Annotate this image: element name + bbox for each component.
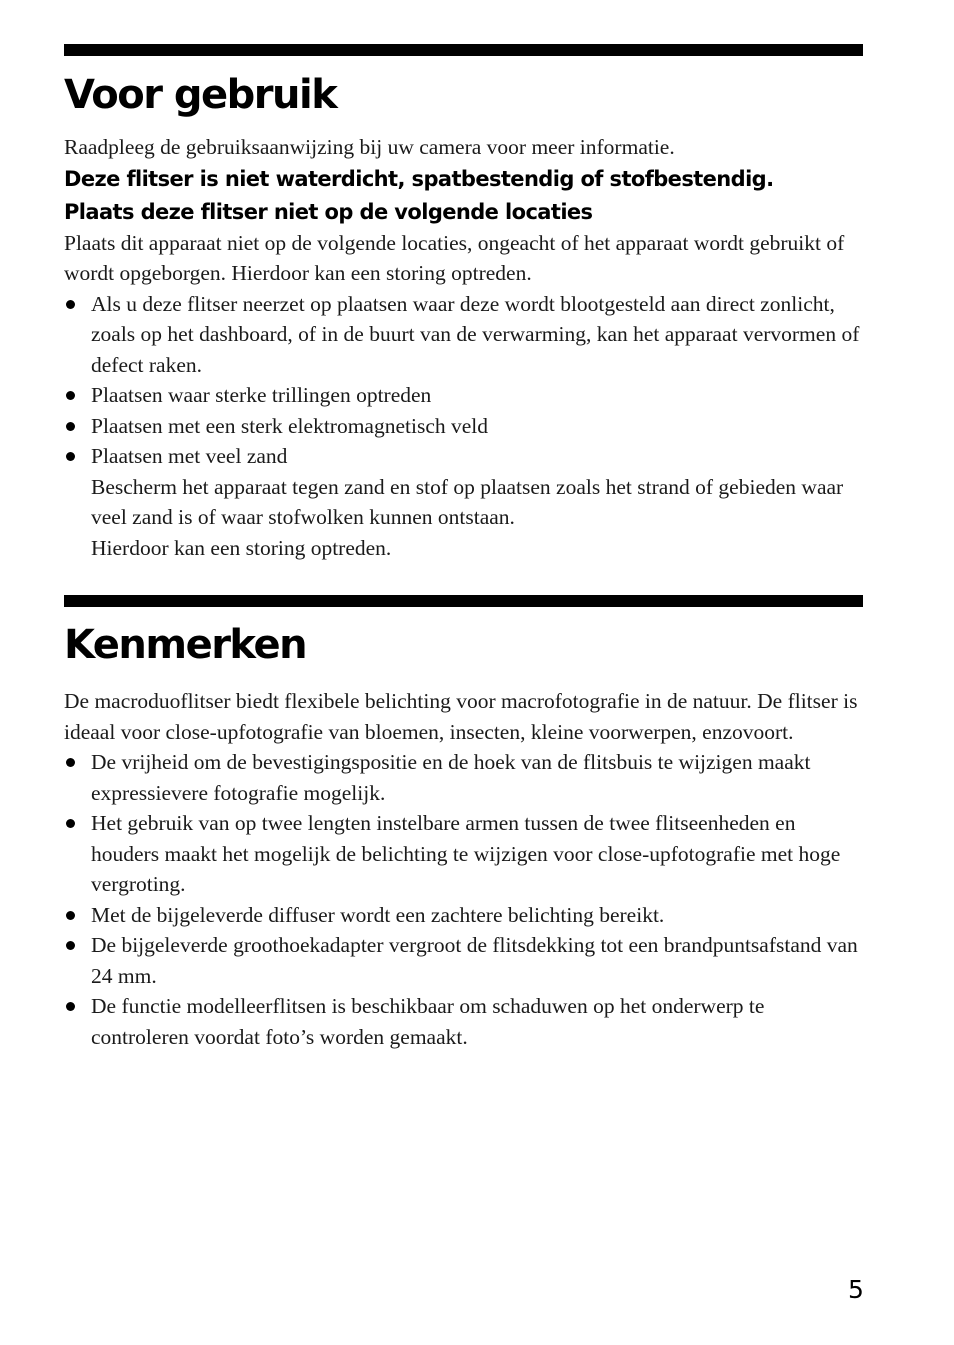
section-voor-gebruik	[64, 44, 863, 563]
warning-subheading: Plaats deze flitser niet op de volgende locaties	[64, 199, 593, 224]
list-item	[64, 411, 863, 442]
bullet-icon	[66, 1002, 75, 1011]
bullet-icon	[66, 758, 75, 767]
list-item-text: De vrijheid om de bevestigingspositie en de hoek van de flitsbuis te wijzigen maakt expressievere fotografie mogelijk.	[91, 750, 811, 805]
bullet-icon	[66, 911, 75, 920]
page-number: 5	[848, 1275, 864, 1304]
bullet-list	[64, 289, 863, 564]
list-item-text: Plaatsen waar sterke trillingen optreden	[91, 383, 432, 407]
list-item	[64, 808, 863, 900]
section-kenmerken	[64, 595, 863, 1052]
bullet-icon	[66, 391, 75, 400]
bullet-icon	[66, 819, 75, 828]
section-divider-rule	[64, 595, 863, 607]
bullet-icon	[66, 941, 75, 950]
section-divider-rule	[64, 44, 863, 56]
manual-page	[64, 44, 863, 1052]
list-item	[64, 991, 863, 1052]
section-heading: Kenmerken	[64, 622, 307, 668]
list-item	[64, 900, 863, 931]
warning-heading: Deze flitser is niet waterdicht, spatbestendig of stofbestendig.	[64, 166, 774, 191]
body-paragraph: De macroduoflitser biedt flexibele belichting voor macrofotografie in de natuur. De flitser is ideaal voor close-upfotografie van bloemen, insecten, kleine voorwerpen, enzovoort.	[64, 689, 858, 744]
list-item-detail: Hierdoor kan een storing optreden.	[91, 535, 392, 560]
list-item-detail: Bescherm het apparaat tegen zand en stof op plaatsen zoals het strand of gebieden waar veel zand is of waar stofwolken kunnen ontstaan.	[91, 474, 844, 529]
list-item-text: Plaatsen met veel zand	[91, 444, 288, 468]
list-item	[64, 441, 863, 563]
list-item-text: De bijgeleverde groothoekadapter vergroot de flitsdekking tot een brandpuntsafstand van 24 mm.	[91, 933, 858, 988]
bullet-icon	[66, 422, 75, 431]
list-item	[64, 380, 863, 411]
body-paragraph: Plaats dit apparaat niet op de volgende locaties, ongeacht of het apparaat wordt gebruikt of wordt opgeborgen. Hierdoor kan een storing optreden.	[64, 230, 845, 285]
list-item	[64, 289, 863, 381]
list-item-text: Plaatsen met een sterk elektromagnetisch veld	[91, 413, 489, 438]
list-item-text: Het gebruik van op twee lengten instelbare armen tussen de twee flitseenheden en houders maakt het mogelijk de belichting te wijzigen voor close-upfotografie met hoge vergroting.	[91, 811, 841, 896]
list-item	[64, 747, 863, 808]
section-heading: Voor gebruik	[64, 72, 337, 118]
bullet-icon	[66, 300, 75, 309]
list-item	[64, 930, 863, 991]
bullet-list	[64, 747, 863, 1052]
list-item-text: De functie modelleerflitsen is beschikbaar om schaduwen op het onderwerp te controleren voordat foto’s worden gemaakt.	[91, 994, 765, 1049]
list-item-text: Met de bijgeleverde diffuser wordt een zachtere belichting bereikt.	[91, 902, 665, 927]
bullet-icon	[66, 452, 75, 461]
intro-text: Raadpleeg de gebruiksaanwijzing bij uw camera voor meer informatie.	[64, 135, 675, 159]
list-item-text: Als u deze flitser neerzet op plaatsen waar deze wordt blootgesteld aan direct zonlicht, zoals op het dashboard, of in de buurt van de verwarming, kan het apparaat vervormen of defect raken.	[91, 291, 860, 377]
